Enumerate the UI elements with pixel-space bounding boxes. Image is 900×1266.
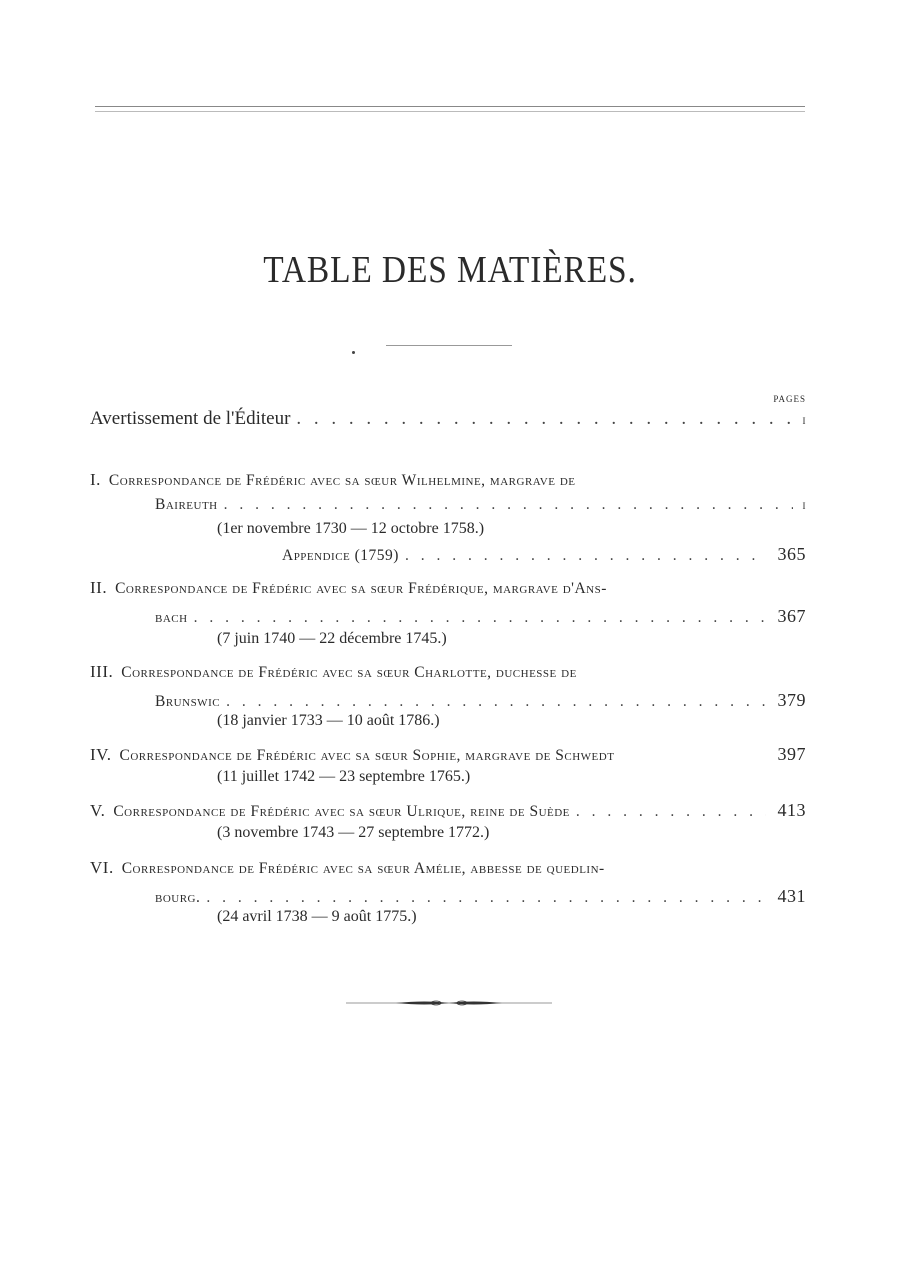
ornament-rule-icon [346, 1000, 552, 1006]
pages-label: PAGES [773, 394, 806, 404]
dot-leader [206, 889, 766, 907]
toc-entry-1[interactable] [90, 470, 576, 490]
entry-number: II. [90, 578, 108, 597]
entry-number: I. [90, 470, 101, 489]
appendix-label: Appendice (1759) [282, 547, 399, 564]
toc-entry-2-cont[interactable] [155, 606, 806, 627]
entry-title: Correspondance de Frédéric avec sa sœur Frédérique, margrave d'Ans- [115, 580, 607, 597]
entry-label: Avertissement de l'Éditeur [90, 408, 291, 429]
toc-appendix[interactable] [282, 544, 806, 565]
entry-title-cont: bourg. [155, 889, 201, 906]
title-rule [386, 345, 512, 346]
dot-leader [194, 609, 766, 627]
entry-title: Correspondance de Frédéric avec sa sœur Charlotte, duchesse de [121, 664, 577, 681]
toc-avertissement[interactable] [90, 408, 806, 430]
toc-entry-6[interactable] [90, 858, 605, 878]
top-rule [95, 106, 805, 107]
toc-entry-1-cont[interactable] [155, 496, 806, 514]
entry-number: III. [90, 662, 114, 681]
toc-entry-6-cont[interactable] [155, 886, 806, 907]
top-rule-thin [95, 111, 805, 112]
dot-leader [226, 693, 766, 711]
entry-title: Correspondance de Frédéric avec sa sœur Ulrique, reine de Suède [113, 803, 570, 820]
toc-entry-4[interactable] [90, 744, 806, 765]
entry-title-cont: Brunswic [155, 693, 221, 710]
toc-entry-3-cont[interactable] [155, 690, 806, 711]
page-number: 431 [777, 886, 806, 906]
page-number: i [802, 497, 806, 512]
page-number: 413 [777, 800, 806, 820]
stray-dot [352, 351, 355, 354]
entry-dates: (11 juillet 1742 — 23 septembre 1765.) [217, 768, 471, 785]
page-number: 367 [777, 606, 806, 626]
page-title: TABLE DES MATIÈRES. [263, 249, 637, 291]
entry-number: V. [90, 801, 106, 820]
entry-dates: (24 avril 1738 — 9 août 1775.) [217, 908, 417, 925]
page-number: 379 [777, 690, 806, 710]
toc-entry-2[interactable] [90, 578, 607, 598]
entry-dates: (3 novembre 1743 — 27 septembre 1772.) [217, 824, 490, 841]
entry-dates: (18 janvier 1733 — 10 août 1786.) [217, 712, 440, 729]
dot-leader [576, 803, 766, 821]
entry-title: Correspondance de Frédéric avec sa sœur Wilhelmine, margrave de [108, 472, 576, 489]
entry-number: IV. [90, 745, 112, 764]
entry-title-cont: Baireuth [155, 496, 218, 513]
page-number: i [802, 412, 806, 427]
toc-entry-5[interactable] [90, 800, 806, 821]
entry-title-cont: bach [155, 609, 188, 626]
entry-dates: (1er novembre 1730 — 12 octobre 1758.) [217, 520, 485, 537]
entry-dates: (7 juin 1740 — 22 décembre 1745.) [217, 630, 447, 647]
page-number: 365 [777, 544, 806, 564]
dot-leader [405, 547, 766, 565]
entry-title: Correspondance de Frédéric avec sa sœur Sophie, margrave de Schwedt [119, 747, 615, 764]
entry-title: Correspondance de Frédéric avec sa sœur Amélie, abbesse de quedlin- [121, 860, 605, 877]
toc-entry-3[interactable] [90, 662, 577, 682]
dot-leader [224, 496, 793, 514]
page-number: 397 [777, 744, 806, 764]
dot-leader [296, 408, 792, 430]
entry-number: VI. [90, 858, 114, 877]
